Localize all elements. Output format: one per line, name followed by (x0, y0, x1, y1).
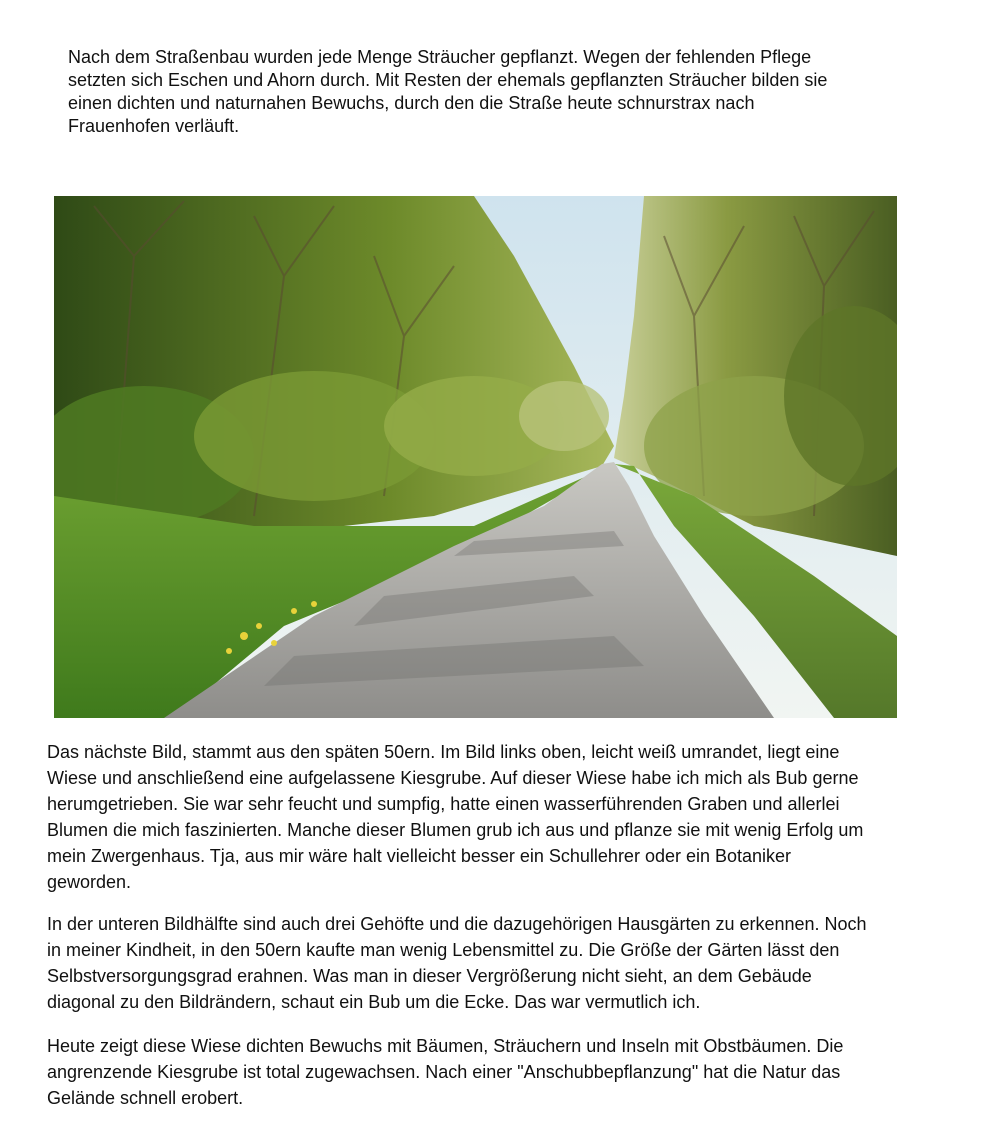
paragraph-today: Heute zeigt diese Wiese dichten Bewuchs mit Bäumen, Sträuchern und Inseln mit Obstbäumen. Die angrenzende Kiesgrube ist total zugewachsen. Nach einer "Anschubbepflanzung" hat die Natur das Gelände schnell erobert. (47, 1036, 844, 1108)
intro-paragraph: Nach dem Straßenbau wurden jede Menge Sträucher gepflanzt. Wegen der fehlenden Pflege setzten sich Eschen und Ahorn durch. Mit Resten der ehemals gepflanzten Sträucher bilden sie einen dichten und naturnahen Bewuchs, durch den die Straße heute schnurstrax nach Frauenhofen verläuft. (68, 47, 828, 136)
road-photo (54, 196, 897, 718)
paragraph-farmsteads: In der unteren Bildhälfte sind auch drei Gehöfte und die dazugehörigen Hausgärten zu erkennen. Noch in meiner Kindheit, in den 50ern kaufte man wenig Lebensmittel zu. Die Größe der Gärten lässt den Selbstversorgungsgrad erahnen. Was man in dieser Vergrößerung nicht sieht, an dem Gebäude diagonal zu den Bildrändern, schaut ein Bub um die Ecke. Das war vermutlich ich. (47, 914, 867, 1012)
road-photo-illustration (54, 196, 897, 718)
paragraph-meadow-memories: Das nächste Bild, stammt aus den späten 50ern. Im Bild links oben, leicht weiß umrandet, liegt eine Wiese und anschließend eine aufgelassene Kiesgrube. Auf dieser Wiese habe ich mich als Bub gerne herumgetrieben. Sie war sehr feucht und sumpfig, hatte einen wasserführenden Graben und allerlei Blumen die mich faszinierten. Manche dieser Blumen grub ich aus und pflanze sie mit wenig Erfolg um mein Zwergenhaus. Tja, aus mir wäre halt vielleicht besser ein Schullehrer oder ein Botaniker geworden. (47, 742, 864, 892)
